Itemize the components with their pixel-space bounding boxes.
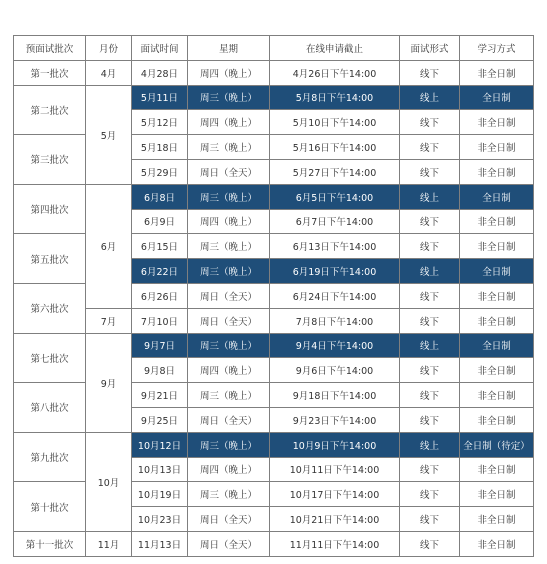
format-cell: 线下 [400,110,460,135]
study-mode-cell: 全日制 [460,184,534,209]
format-cell: 线上 [400,432,460,457]
deadline-cell: 9月23日下午14:00 [270,407,400,432]
format-cell: 线下 [400,531,460,556]
weekday-cell: 周日（全天） [188,283,270,308]
date-cell: 9月8日 [132,358,188,383]
format-cell: 线下 [400,407,460,432]
format-cell: 线上 [400,85,460,110]
study-mode-cell: 全日制 [460,85,534,110]
weekday-cell: 周四（晚上） [188,358,270,383]
deadline-cell: 10月9日下午14:00 [270,432,400,457]
table-row [14,333,534,358]
deadline-cell: 6月19日下午14:00 [270,259,400,284]
format-cell: 线下 [400,159,460,184]
deadline-cell: 6月5日下午14:00 [270,184,400,209]
weekday-cell: 周四（晚上） [188,209,270,234]
month-cell: 4月 [86,60,132,85]
header-format: 面试形式 [400,36,460,61]
month-cell: 9月 [86,333,132,432]
date-cell: 5月18日 [132,135,188,160]
deadline-cell: 5月8日下午14:00 [270,85,400,110]
format-cell: 线下 [400,482,460,507]
month-cell: 6月 [86,184,132,308]
batch-cell: 第七批次 [14,333,86,383]
format-cell: 线上 [400,333,460,358]
format-cell: 线下 [400,234,460,259]
batch-cell: 第五批次 [14,234,86,284]
study-mode-cell: 全日制 [460,333,534,358]
deadline-cell: 7月8日下午14:00 [270,308,400,333]
batch-cell: 第九批次 [14,432,86,482]
weekday-cell: 周三（晚上） [188,482,270,507]
weekday-cell: 周日（全天） [188,159,270,184]
study-mode-cell: 非全日制 [460,159,534,184]
study-mode-cell: 非全日制 [460,407,534,432]
table-row [14,308,534,333]
deadline-cell: 9月4日下午14:00 [270,333,400,358]
format-cell: 线下 [400,457,460,482]
batch-cell: 第四批次 [14,184,86,234]
date-cell: 9月21日 [132,383,188,408]
study-mode-cell: 非全日制 [460,308,534,333]
study-mode-cell: 非全日制 [460,110,534,135]
weekday-cell: 周三（晚上） [188,135,270,160]
weekday-cell: 周三（晚上） [188,333,270,358]
table-row [14,432,534,457]
header-batch: 预面试批次 [14,36,86,61]
format-cell: 线下 [400,507,460,532]
date-cell: 5月12日 [132,110,188,135]
deadline-cell: 10月21日下午14:00 [270,507,400,532]
date-cell: 5月29日 [132,159,188,184]
batch-cell: 第八批次 [14,383,86,433]
date-cell: 5月11日 [132,85,188,110]
format-cell: 线下 [400,358,460,383]
header-month: 月份 [86,36,132,61]
study-mode-cell: 非全日制 [460,358,534,383]
deadline-cell: 6月7日下午14:00 [270,209,400,234]
study-mode-cell: 全日制 [460,259,534,284]
date-cell: 7月10日 [132,308,188,333]
weekday-cell: 周四（晚上） [188,60,270,85]
format-cell: 线上 [400,259,460,284]
date-cell: 9月7日 [132,333,188,358]
format-cell: 线下 [400,135,460,160]
date-cell: 10月23日 [132,507,188,532]
date-cell: 11月13日 [132,531,188,556]
header-deadline: 在线申请截止 [270,36,400,61]
deadline-cell: 5月10日下午14:00 [270,110,400,135]
weekday-cell: 周日（全天） [188,308,270,333]
month-cell: 10月 [86,432,132,531]
deadline-cell: 5月16日下午14:00 [270,135,400,160]
date-cell: 6月8日 [132,184,188,209]
study-mode-cell: 非全日制 [460,531,534,556]
date-cell: 10月13日 [132,457,188,482]
header-row [14,36,534,61]
date-cell: 10月12日 [132,432,188,457]
study-mode-cell: 非全日制 [460,482,534,507]
schedule-body [14,60,534,556]
month-cell: 7月 [86,308,132,333]
deadline-cell: 9月6日下午14:00 [270,358,400,383]
table-row [14,85,534,110]
table-row [14,60,534,85]
study-mode-cell: 非全日制 [460,234,534,259]
weekday-cell: 周三（晚上） [188,259,270,284]
date-cell: 9月25日 [132,407,188,432]
deadline-cell: 11月11日下午14:00 [270,531,400,556]
study-mode-cell: 全日制（待定） [460,432,534,457]
weekday-cell: 周三（晚上） [188,432,270,457]
weekday-cell: 周日（全天） [188,531,270,556]
deadline-cell: 6月13日下午14:00 [270,234,400,259]
study-mode-cell: 非全日制 [460,383,534,408]
weekday-cell: 周三（晚上） [188,383,270,408]
study-mode-cell: 非全日制 [460,283,534,308]
batch-cell: 第二批次 [14,85,86,135]
study-mode-cell: 非全日制 [460,135,534,160]
date-cell: 6月22日 [132,259,188,284]
batch-cell: 第一批次 [14,60,86,85]
batch-cell: 第三批次 [14,135,86,185]
month-cell: 5月 [86,85,132,184]
study-mode-cell: 非全日制 [460,507,534,532]
deadline-cell: 6月24日下午14:00 [270,283,400,308]
batch-cell: 第十批次 [14,482,86,532]
date-cell: 6月9日 [132,209,188,234]
format-cell: 线下 [400,383,460,408]
header-weekday: 星期 [188,36,270,61]
deadline-cell: 10月17日下午14:00 [270,482,400,507]
weekday-cell: 周四（晚上） [188,457,270,482]
study-mode-cell: 非全日制 [460,209,534,234]
batch-cell: 第十一批次 [14,531,86,556]
table-row [14,184,534,209]
deadline-cell: 4月26日下午14:00 [270,60,400,85]
deadline-cell: 9月18日下午14:00 [270,383,400,408]
weekday-cell: 周日（全天） [188,407,270,432]
date-cell: 10月19日 [132,482,188,507]
date-cell: 4月28日 [132,60,188,85]
weekday-cell: 周三（晚上） [188,184,270,209]
weekday-cell: 周三（晚上） [188,234,270,259]
weekday-cell: 周日（全天） [188,507,270,532]
table-row [14,531,534,556]
header-study-mode: 学习方式 [460,36,534,61]
study-mode-cell: 非全日制 [460,60,534,85]
format-cell: 线下 [400,283,460,308]
deadline-cell: 10月11日下午14:00 [270,457,400,482]
format-cell: 线下 [400,209,460,234]
header-date: 面试时间 [132,36,188,61]
interview-schedule-table [13,35,534,557]
weekday-cell: 周三（晚上） [188,85,270,110]
date-cell: 6月15日 [132,234,188,259]
weekday-cell: 周四（晚上） [188,110,270,135]
study-mode-cell: 非全日制 [460,457,534,482]
format-cell: 线下 [400,60,460,85]
batch-cell: 第六批次 [14,283,86,333]
deadline-cell: 5月27日下午14:00 [270,159,400,184]
format-cell: 线下 [400,308,460,333]
date-cell: 6月26日 [132,283,188,308]
format-cell: 线上 [400,184,460,209]
month-cell: 11月 [86,531,132,556]
